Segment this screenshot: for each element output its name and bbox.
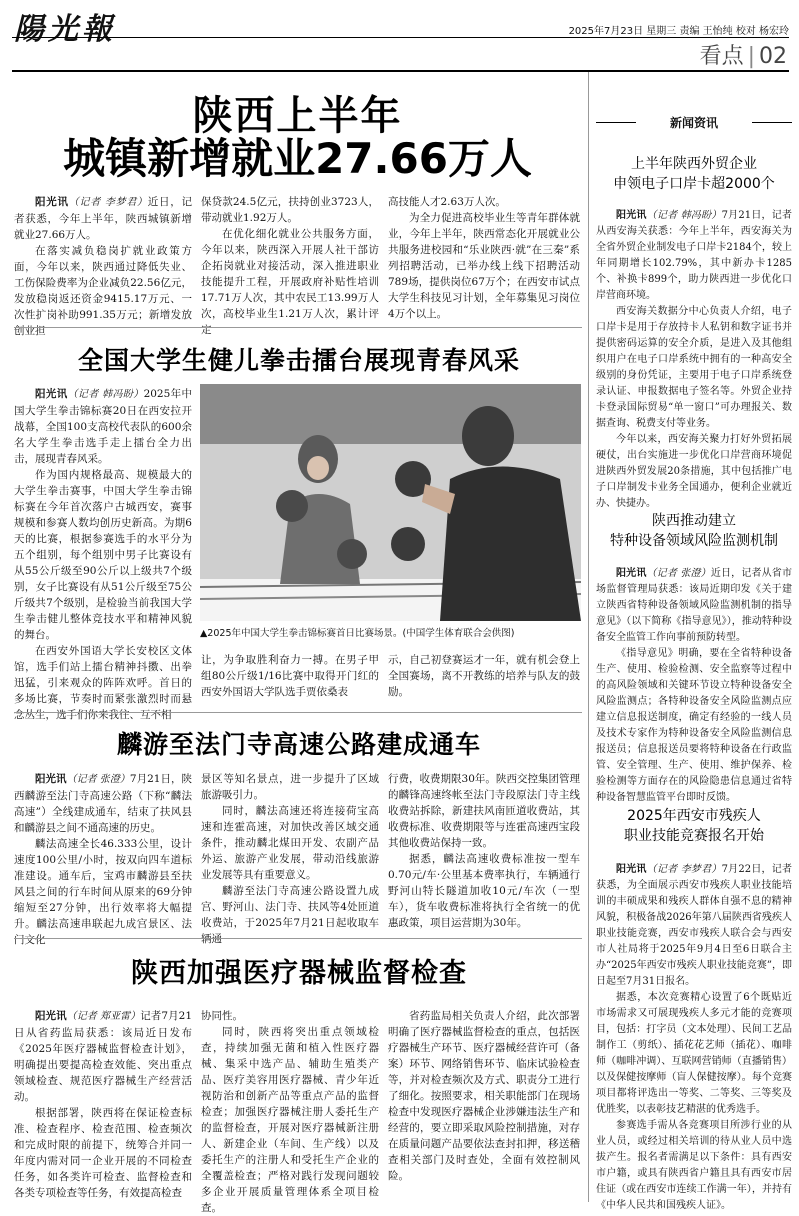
highway-paragraph: 行费，收费期限30年。陕西交控集团管理的麟锋高速终帐至法门寺段原法门寺主线收费站拆除，新建扶风南匝道收费站，其收费标准、收费期限等与连霍高速西宝段其他收费站保持一致。 (388, 773, 580, 849)
page-number: 02 (759, 44, 787, 69)
byline-reporter: （记者 韩冯盼） (67, 389, 144, 400)
brief3-body (596, 862, 792, 1211)
lead-headline-line2: 城镇新增就业27.66万人 (63, 134, 532, 183)
lead-paragraph: 在优化细化就业公共服务方面，今年以来，陕西深入开展人社干部访企拓岗就业对接活动，深入推进职业技能提升工程，开展政府补贴性培训17.71万人次，其中农民工13.99万人次，高校毕业生1.21万人次，累计评定 (201, 228, 379, 336)
masthead-rule (12, 37, 789, 38)
header-rule-right (752, 122, 792, 123)
highway-paragraph: 麟法高速全长46.333公里，设计速度100公里/小时，按双向四车道标准建设。通车后，宝鸡市麟游县至扶风县之间的行车时间从原来的69分钟缩短至27分钟，出行效率将大幅提升。麟法高速串联起九成宫景区、法门文化 (14, 838, 192, 946)
lead-paragraph: 为全力促进高校毕业生等青年群体就业，今年上半年，陕西常态化开展就业公共服务进校园和“乐业陕西·就”在三秦”系列招聘活动，已举办线上线下招聘活动789场，提供岗位67万个；在西安市试点大学生科技见习计划，全年募集见习岗位4万个以上。 (388, 212, 580, 320)
news-section-label: 新闻资讯 (669, 116, 718, 130)
brief2-headline-line1: 陕西推动建立 (652, 513, 736, 529)
byline-reporter: （记者 李梦君） (68, 197, 148, 208)
brief-paragraph: 7月22日，记者获悉，为全面展示西安市残疾人职业技能培训的丰硕成果和残疾人群体自强不息的精神风貌，积极备战2026年第八届陕西省残疾人职业技能竞赛，西安市残疾人联合会与西安市人社局将于2025年9月4日至6日联合主办“2025年西安市残疾人职业技能竞赛”，即日起至7月31日报名。 (596, 864, 792, 987)
newspaper-logo: 陽光報 (14, 12, 116, 47)
brief-paragraph: 7月21日，记者从西安海关获悉：今年上半年，西安海关为全省外贸企业制发电子口岸卡2184个，较上年同期增长102.79%，其中新办卡1285个、补换卡899个，助力陕西进一步优化口岸营商环境。 (596, 210, 792, 301)
lead-column-1 (14, 194, 193, 337)
medical-paragraph: 记者7月21日从省药监局获悉：该局近日发布《2025年医疗器械监督检查计划》，明确提出要提高检查效能、突出重点领域检查、规范医疗器械生产经营活动。 (14, 1010, 192, 1103)
highway-paragraph: 同时，麟法高速还将连接荷宝高速和连霍高速，对加快改善区域交通条件，推动麟北煤田开发、农副产品外运、旅游产业发展，带动沿线旅游业发展等具有重要意义。 (201, 805, 379, 881)
news-section-header (596, 112, 792, 132)
highway-paragraph: 麟游至法门寺高速公路设置九成宫、野河山、法门寺、扶风等4处匝道收费站，于2025年7月21日起收取车辆通 (201, 885, 379, 945)
story-divider (14, 712, 582, 713)
brief-paragraph: 据悉，本次竞赛精心设置了6个既贴近市场需求又可展现残疾人多元才能的竞赛项目，包括：打字员（文本处理）、民间工艺品制作工（剪纸）、插花花艺师（插花）、咖啡师（咖啡冲调）、互联网营销师（直播销售）以及保健按摩师（盲人保健按摩）。每个竞赛项目都将评选出一等奖、二等奖、三等奖及优胜奖，以表彰技艺精湛的优秀选手。 (596, 992, 792, 1115)
medical-paragraph: 根据部署，陕西将在保证检查标准、检查程序、检查范围、检查频次和完成时限的前提下，统筹合并同一年度内需对同一企业开展的不同检查任务，如各类许可检查、监督检查和各类专项检查等任务，有效提高检查 (14, 1107, 192, 1199)
story-divider (14, 938, 582, 939)
byline-reporter: （记者 张澄） (66, 774, 130, 785)
brief1-headline-line2: 申领电子口岸卡超2000个 (613, 176, 775, 192)
brief-paragraph: 《指导意见》明确，要在全省特种设备生产、使用、检验检测、安全监察等过程中的高风险领域和关键环节设立特种设备安全风险监测点；各特种设备安全风险监测点应建立信息报送制度，确定有经验的一线人员及技术专家作为特种设备安全风险监测信息报送员；信息报送员要将特种设备在行政监管、安全管理、生产、使用、维护保养、检验检测等方面存在的风险隐患信息通过省特种设备智慧监管平台即时反馈。 (596, 648, 792, 803)
byline-source: 阳光讯 (616, 568, 647, 579)
brief1-body (596, 208, 792, 509)
boxing-paragraph: 让，为争取胜利奋力一搏。在男子甲组80公斤级1/16比赛中取得开门红的西安外国语大学队选手贾依桑表 (201, 654, 379, 698)
boxing-paragraph: 2025年中国大学生拳击锦标赛20日在西安拉开战幕，全国100支高校代表队的600余名大学生拳击选手走上擂台全力出击，展现青春风采。 (14, 388, 192, 465)
brief-paragraph: 近日，记者从省市场监督管理局获悉：该局近期印发《关于建立陕西省特种设备领域风险监测机制的指导意见》（以下简称《指导意见》），推动特种设备安全监管工作向事前预防转型。 (596, 568, 793, 643)
medical-paragraph: 同时，陕西将突出重点领域检查，持续加强无菌和植入性医疗器械、集采中选产品、辅助生殖类产品、医疗美容用医疗器械、青少年近视防治和创新产品等重点产品的监督检查；加强医疗器械注册人委托生产的监督检查，开展对医疗器械新注册人、新建企业（车间、生产线）以及委托生产的注册人和受托生产企业的全覆盖检查；严格对践行发现问题较多企业开展质量管理体系全项目检查。 (201, 1026, 379, 1214)
byline-reporter: （记者 郑亚雷） (66, 1011, 141, 1022)
lead-column-2 (201, 194, 379, 336)
boxing-column-3 (388, 652, 580, 700)
brief-paragraph: 今年以来，西安海关聚力打好外贸拓展硬仗，出台实施进一步优化口岸营商环境促进陕西外贸发展20条措施，其中包括推广电子口岸制发卡业务全国通办，便利企业就近办、快捷办。 (596, 434, 792, 509)
lead-paragraph: 在落实减负稳岗扩就业政策方面，今年以来，陕西通过降低失业、工伤保险费率为企业减负22.56亿元，发放稳岗返还资金9415.17万元、一次性扩岗补助991.35万元；新增发放创业担 (14, 245, 192, 337)
highway-paragraph: 景区等知名景点，进一步提升了区域旅游吸引力。 (201, 773, 379, 801)
brief-paragraph: 参赛选手需从各竞赛项目所涉行业的从业人员，或经过相关培训的待从业人员中选拔产生。报名者需满足以下条件：具有西安市户籍，或具有陕西省户籍且具有西安市居住证（或在西安市连续工作满一年），并持有《中华人民共和国残疾人证》。 (596, 1120, 792, 1211)
boxing-photo (200, 384, 581, 621)
byline-source: 阳光讯 (35, 1010, 67, 1022)
byline-source: 阳光讯 (35, 388, 68, 400)
boxing-paragraph: 在西安外国语大学长安校区文体馆，选手们站上擂台精神抖擞、出拳迅猛，引来观众的阵阵欢呼。首日的多场比赛，节奏时而紧张激烈时而悬念丛生，选手们你来我往、互不相 (14, 645, 192, 721)
lead-paragraph: 高技能人才2.63万人次。 (388, 196, 506, 208)
highway-column-1 (14, 771, 193, 946)
boxing-column-2 (201, 652, 379, 700)
boxing-paragraph: 作为国内规格最高、规模最大的大学生拳击赛事，中国大学生拳击锦标赛在今年首次落户古城西安，赛事规模和参赛人数均创历史新高。为期6天的比赛，根据参赛选手的水平分为五个组别，每个组别中男子比赛设有从55公斤级至90公斤以上级共7个级别，女子比赛设有从51公斤级至75公斤级共7个级别，是检验当前我国大学生拳击健儿整体竞技水平和精神风貌的舞台。 (14, 469, 192, 641)
boxing-headline: 全国大学生健儿拳击擂台展现青春风采 (77, 346, 520, 375)
byline-source: 阳光讯 (616, 864, 647, 875)
boxing-photo-illustration (200, 384, 581, 621)
boxing-column-1 (14, 386, 192, 721)
highway-paragraph: 7月21日，陕西麟游至法门寺高速公路（下称“麟法高速”）全线建成通车，结束了扶风县和麟游县之间不通高速的历史。 (14, 773, 193, 834)
section-separator: | (747, 44, 755, 69)
medical-paragraph: 协同性。 (201, 1010, 243, 1022)
lead-column-3 (388, 194, 580, 318)
highway-column-2 (201, 771, 379, 945)
byline-reporter: （记者 张澄） (646, 568, 711, 579)
lead-headline-line1: 陕西上半年 (192, 93, 403, 139)
story-divider (14, 327, 582, 328)
medical-column-1 (14, 1008, 192, 1200)
byline-source: 阳光讯 (616, 210, 647, 221)
boxing-paragraph: 示，自己初登赛运才一年，就有机会登上全国赛场，离不开教练的培养与队友的鼓励。 (388, 654, 580, 698)
medical-column-3 (388, 1008, 580, 1200)
dateline: 2025年7月23日 星期三 责编 王怡纯 校对 杨宏玲 (568, 26, 789, 37)
section-rule (12, 70, 789, 72)
brief-paragraph: 西安海关数据分中心负责人介绍，电子口岸卡是用于存放持卡人私钥和数字证书并提供密码运算的安全介质，是进入及其他组织用户在电子口岸系统中拥有的一种高安全级别的身份凭证，主要用于电子口岸系统登录认证、申报数据电子签名等。外贸企业持卡登录国际贸易“单一窗口”可办理报关、数据查询、税费支付等业务。 (596, 306, 792, 429)
brief3-headline-line2: 职业技能竞赛报名开始 (624, 828, 764, 844)
byline-source: 阳光讯 (35, 773, 67, 785)
brief3-headline-line1: 2025年西安市残疾人 (627, 808, 761, 824)
byline-reporter: （记者 韩冯盼） (646, 210, 722, 221)
byline-source: 阳光讯 (35, 196, 69, 208)
section-tag (700, 39, 787, 70)
highway-paragraph: 据悉，麟法高速收费标准按一型车0.70元/车·公里基本费率执行，车辆通行野河山特长隧道加收10元/车次（一型车），货车收费标准将执行全省统一的优惠政策，项目运营期为30年。 (388, 853, 580, 929)
section-name: 看点 (699, 44, 744, 69)
highway-headline: 麟游至法门寺高速公路建成通车 (116, 730, 481, 759)
brief1-headline-line1: 上半年陕西外贸企业 (631, 156, 757, 172)
brief2-body (596, 566, 793, 803)
photo-caption: ▲2025年中国大学生拳击锦标赛首日比赛场景。(中国学生体育联合会供图) (200, 628, 515, 639)
medical-paragraph: 省药监局相关负责人介绍，此次部署明确了医疗器械监督检查的重点，包括医疗器械生产环节、医疗器械经营许可（备案）环节、网络销售环节、临床试验检查等，并对检查频次及方式、职责分工进行了细化。按照要求，相关职能部门在现场检查中发现医疗器械企业涉嫌违法生产和经营的，要立即采取风险控制措施，对存在质量问题产品要依法查封扣押，移送稽查相关部门及时查处，全面有效控制风险。 (388, 1010, 580, 1182)
byline-reporter: （记者 李梦君） (646, 864, 722, 875)
lead-paragraph: 保贷款24.5亿元，扶持创业3723人，带动就业1.92万人。 (201, 196, 379, 224)
medical-column-2 (201, 1008, 379, 1214)
medical-headline: 陕西加强医疗器械监督检查 (131, 958, 467, 989)
brief2-headline-line2: 特种设备领域风险监测机制 (610, 533, 778, 549)
lead-paragraph: 近日，记者获悉，今年上半年，陕西城镇新增就业27.66万人。 (14, 196, 193, 241)
highway-column-3 (388, 771, 580, 927)
column-divider (588, 72, 589, 1202)
